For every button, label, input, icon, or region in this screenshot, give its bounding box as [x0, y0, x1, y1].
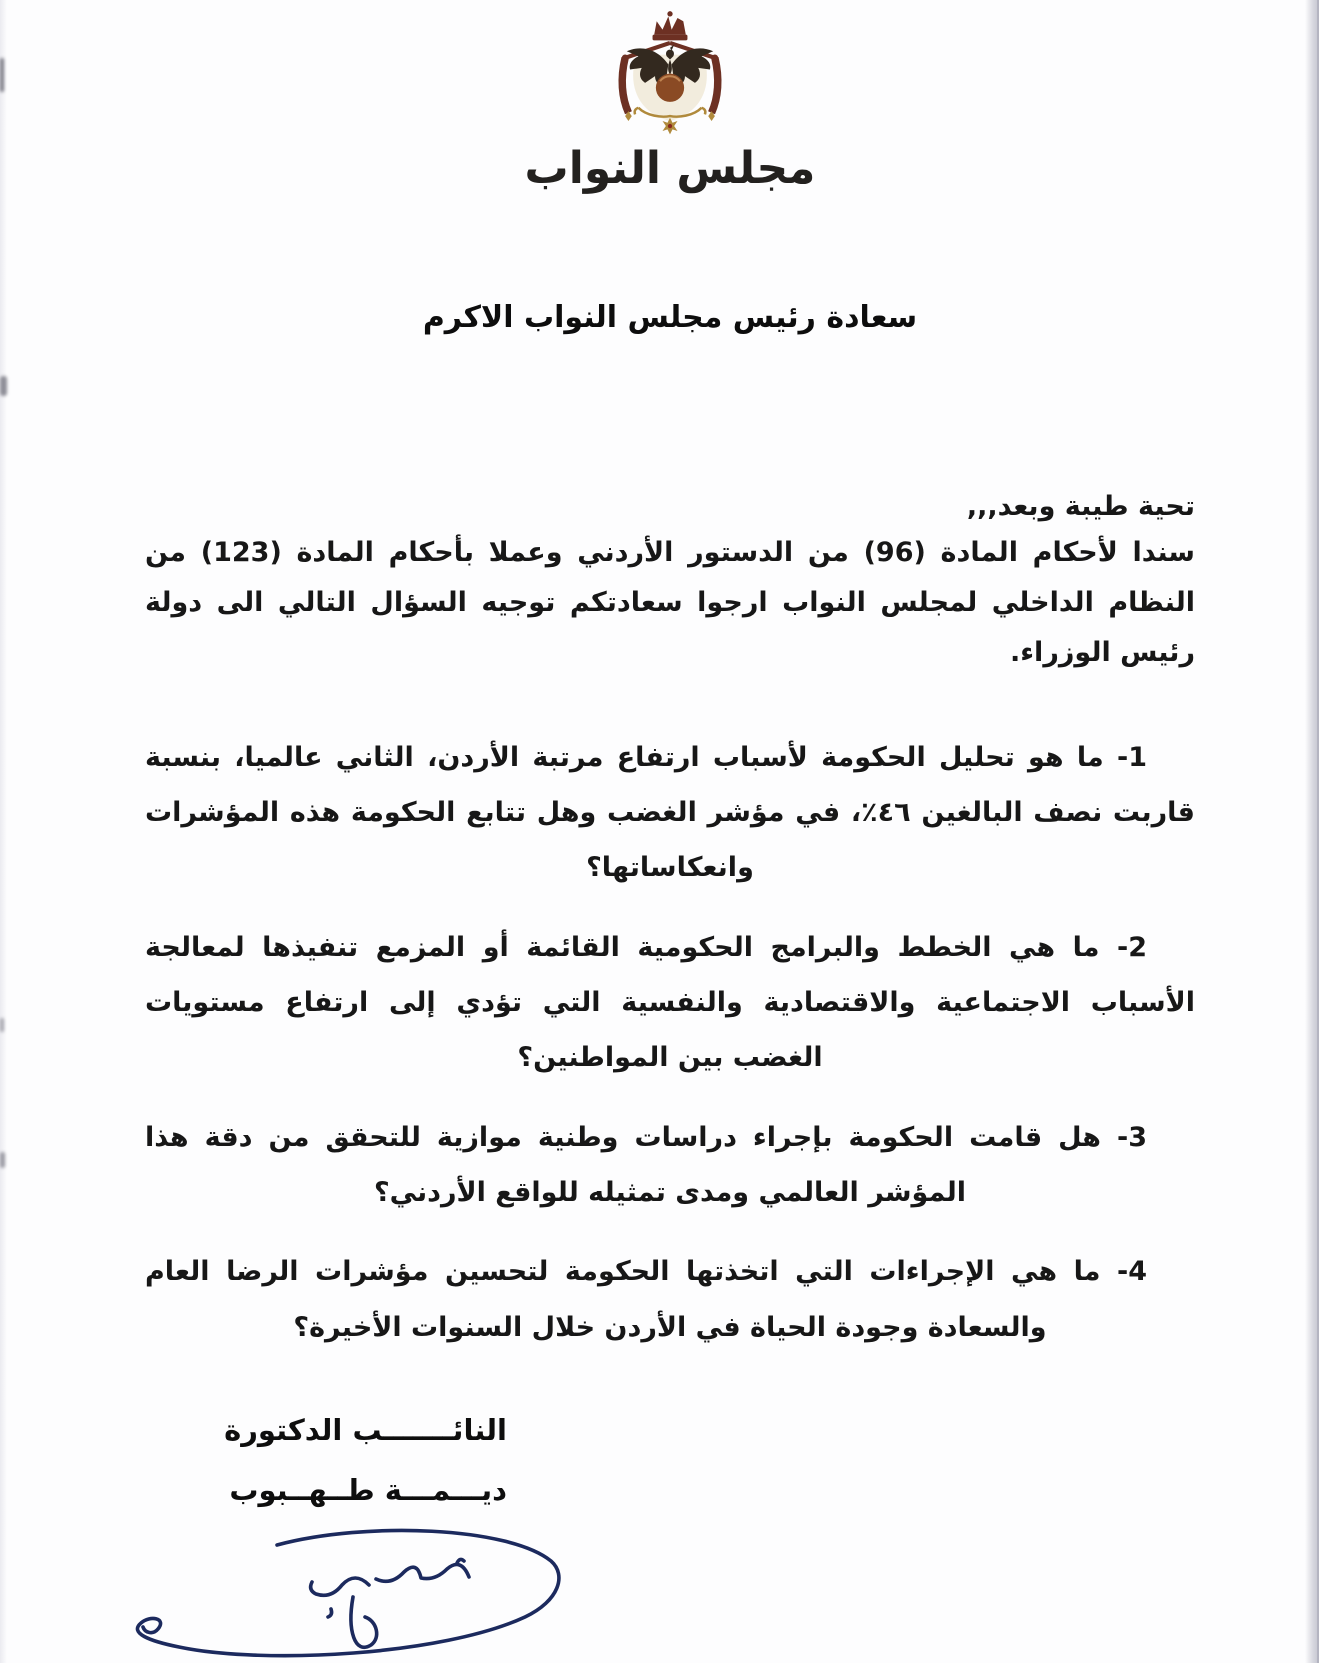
question-item-1: 1- ما هو تحليل الحكومة لأسباب ارتفاع مرتبة الأردن، الثاني عالميا، بنسبة قاربت نصف البالغين ٤٦٪، في مؤشر الغضب وهل تتابع الحكومة هذه المؤشرات وانعكاساتها؟: [145, 741, 1195, 884]
signature-block: [157, 1413, 525, 1663]
handwritten-signature-icon: [117, 1513, 587, 1663]
question-item-2: 2- ما هي الخطط والبرامج الحكومية القائمة أو المزمع تنفيذها لمعالجة الأسباب الاجتماعية والاقتصادية والنفسية التي تؤدي إلى ارتفاع مستويات الغضب بين المواطنين؟: [145, 931, 1195, 1074]
jordan-coat-of-arms-icon: [595, 8, 745, 141]
greeting-line: تحية طيبة وبعد,,,: [966, 490, 1195, 522]
signature-title: النائـــــــب الدكتورة: [224, 1413, 507, 1448]
question-item-4: 4- ما هي الإجراءات التي اتخذتها الحكومة لتحسين مؤشرات الرضا العام والسعادة وجودة الحياة في الأردن خلال السنوات الأخيرة؟: [145, 1256, 1147, 1343]
crest-globe: [656, 74, 684, 102]
signature-scribble: [117, 1513, 587, 1663]
intro-paragraph: سندا لأحكام المادة (96) من الدستور الأردني وعملا بأحكام المادة (123) من النظام الداخلي لمجلس النواب ارجوا سعادتكم توجيه السؤال التالي الى دولة رئيس الوزراء.: [145, 536, 1195, 668]
signature-name: ديـــمـــة طــهــبوب: [229, 1473, 507, 1508]
crest-medal-center: [668, 124, 672, 128]
question-item-3: 3- هل قامت الحكومة بإجراء دراسات وطنية موازية للتحقق من دقة هذا المؤشر العالمي ومدى تمثيله للواقع الأردني؟: [145, 1121, 1147, 1209]
crest-container: [145, 0, 1195, 141]
questions-list: [145, 730, 1195, 1355]
letter-title: سعادة رئيس مجلس النواب الاكرم: [422, 299, 918, 335]
org-name-calligraphy: مجلس النواب: [524, 143, 816, 194]
